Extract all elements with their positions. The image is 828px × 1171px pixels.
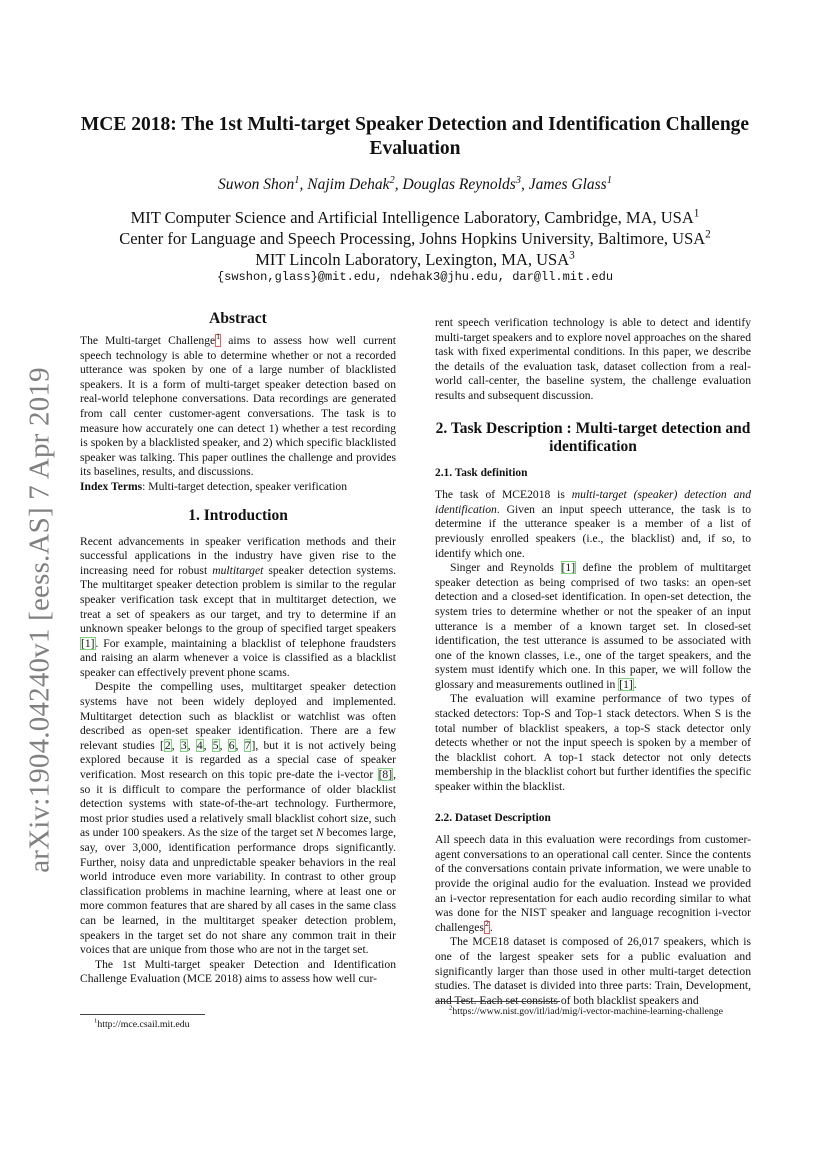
affiliation-line: MIT Computer Science and Artificial Intelligence Laboratory, Cambridge, MA, USA$^1$ [130, 207, 700, 227]
footnote-link[interactable]: 1 [215, 334, 221, 347]
footnote-rule [80, 1014, 205, 1015]
task-paragraph: Singer and Reynolds [1] define the problem of multitarget speaker detection as being comprised of two tasks: an open-set detection and a closed-set identification. In open-set detection, the system tries to determine whether or not the speaker of an input utterance is a member of a known target set. In closed-set identification, the test utterance is assumed to be associated with one of the known classes, i.e., one of the target speakers, and the system must identify which one. In this paper, we will follow the glossary and measurements outlined in [1]. [435, 561, 751, 691]
left-column [80, 310, 396, 987]
author-name: Douglas Reynolds [402, 176, 516, 193]
section-2-heading: 2. Task Description : Multi-target detection and identification [435, 419, 751, 455]
dataset-paragraph: The MCE18 dataset is composed of 26,017 speakers, which is one of the largest speaker sets for a public evaluation and significantly larger than those used in other multi-target detection studies. The dataset is divided into three parts: Train, Development, and Test. Each set consists of both blacklist speakers and [435, 935, 751, 1007]
intro-paragraph: Recent advancements in speaker verification methods and their successful applications in the industry have given rise to the increasing need for robust multitarget speaker detection systems. The multitarget speaker detection problem is similar to the regular speaker verification task except that in multitarget detection, we treat a set of speakers as our target, and try to determine if an unknown speaker belongs to the group of specified target speakers [1]. For example, maintaining a blacklist of telephone fraudsters and raising an alarm whenever a voice is classified as a blacklist speaker can effectively prevent phone scams. [80, 534, 396, 679]
author-name: Najim Dehak [307, 176, 390, 193]
author-emails: {swshon,glass}@mit.edu, ndehak3@jhu.edu, dar@ll.mit.edu [216, 270, 614, 284]
intro-paragraph: Despite the compelling uses, multitarget speaker detection systems have not been widely deployed and implemented. Multitarget detection such as blacklist or watchlist was often described as open-set speaker identification. There are a few relevant studies [2, 3, 4, 5, 6, 7], but it is not actively being explored because it is regarded as a special case of speaker verification. Most research on this topic pre-date the i-vector [8], so it is difficult to compare the performance of older blacklist detection systems with state-of-the-art technology. Furthermore, most prior studies used a relatively small blacklist cohort size, such as under 100 speakers. As the size of the target set N becomes large, say, over 3,000, identification performance drops significantly. Further, noisy data and unpredictable speaker behaviors in the real world introduce even more variability. In contrast to other group classification problems in machine learning, where at least one or more common features that are shared by all cases in the same class can be learned, in the multitarget speaker detection problem, speakers in the target set do not share any common trait in their voices that are unique from those who are not in the target set. [80, 680, 397, 957]
footnote-url[interactable]: http://mce.csail.mit.edu [97, 1019, 190, 1030]
intro-continuation: rent speech verification technology is able to detect and identify multi-target speakers and to explore novel approaches on the shared task with fixed experimental conditions. In this paper, we describe the details of the evaluation task, dataset collection from a real-world call-center, the baseline system, the challenge evaluation results and subsequent discussion. [435, 316, 751, 402]
footnote-link[interactable]: 2 [484, 921, 490, 934]
affiliation-line: MIT Lincoln Laboratory, Lexington, MA, USA$^3$ [255, 249, 575, 269]
citation-link[interactable]: [8] [378, 768, 393, 782]
author-name: Suwon Shon [218, 176, 295, 193]
citation-link[interactable]: [1] [619, 677, 633, 691]
subsection-2-1-heading: 2.1. Task definition [435, 466, 528, 479]
citation-link[interactable]: 7 [244, 738, 251, 752]
intro-heading: 1. Introduction [188, 506, 288, 524]
citation-link[interactable]: 3 [180, 738, 187, 752]
footnote-2: $^2$https://www.nist.gov/itl/iad/mig/i-vector-machine-learning-challenge [435, 1001, 751, 1018]
abstract-text: The Multi-target Challenge$^1$ aims to assess how well current speech technology is able to determine whether or not a recorded utterance was spoken by one of a large number of blacklisted speakers. It is a form of multi-target speaker detection based on real-world telephone conversations. Data recordings are generated from call center customer-agent conversations. The task is to measure how accurately one can detect 1) whether a test recording is spoken by a blacklisted speaker, and 2) which specific blacklisted speaker was talking. This paper outlines the challenge and provides its baselines, results, and discussions. [80, 332, 396, 479]
index-terms: Index Terms: Multi-target detection, speaker verification [80, 479, 348, 493]
paper-title: MCE 2018: The 1st Multi-target Speaker Detection and Identification Challenge Evaluation [80, 114, 750, 159]
right-column [435, 316, 751, 1008]
subsection-2-2-heading: 2.2. Dataset Description [435, 811, 551, 824]
dataset-paragraph: All speech data in this evaluation were recordings from customer-agent conversations to an operational call center. Since the contents of the conversations contain private information, we were unable to provide the original audio for the evaluation. Instead we provided an i-vector representation for each audio recording similar to what was done for the NIST speaker and language recognition i-vector challenges$^2$. [435, 833, 751, 934]
arxiv-id: arXiv:1904.04240v1 [eess.AS] 7 Apr 2019 [23, 367, 56, 873]
citation-link[interactable]: 4 [196, 738, 203, 752]
affiliations [80, 207, 750, 270]
abstract-heading: Abstract [209, 310, 267, 327]
citation-link[interactable]: 5 [212, 738, 219, 752]
affiliation-line: Center for Language and Speech Processing, Johns Hopkins University, Baltimore, USA$^2$ [119, 228, 711, 248]
citation-link[interactable]: [1] [81, 636, 95, 650]
footnote-1: $^1$http://mce.csail.mit.edu [80, 1014, 396, 1031]
citation-link[interactable]: 6 [228, 738, 235, 752]
intro-paragraph: The 1st Multi-target speaker Detection and Identification Challenge Evaluation (MCE 2018) aims to assess how well cur- [80, 957, 396, 986]
author-list: Suwon Shon$^1$, Najim Dehak$^2$, Douglas Reynolds$^3$, James Glass$^1$ [218, 174, 612, 193]
footnote-rule [435, 1001, 560, 1002]
citation-link[interactable]: [1] [561, 561, 576, 575]
citation-link[interactable]: 2 [164, 738, 171, 752]
task-paragraph: The evaluation will examine performance of two types of stacked detectors: Top-S and Top-1 stack detectors. When S is the total number of blacklist speakers, a top-S stack detector only detects whether or not the input speech is spoken by a member of the blacklist cohort. A top-1 stack detector not only detects membership in the blacklist cohort but further identifies the specific speaker within the blacklist. [435, 692, 751, 794]
author-name: James Glass [528, 176, 607, 193]
footnote-url[interactable]: https://www.nist.gov/itl/iad/mig/i-vector-machine-learning-challenge [452, 1006, 724, 1017]
task-paragraph: The task of MCE2018 is multi-target (speaker) detection and identification. Given an input speech utterance, the task is to determine if the utterance speaker is a member of a list of previously enrolled speakers (i.e., the blacklist) and, if so, to identify which one. [435, 488, 751, 560]
arxiv-stamp [18, 360, 62, 880]
